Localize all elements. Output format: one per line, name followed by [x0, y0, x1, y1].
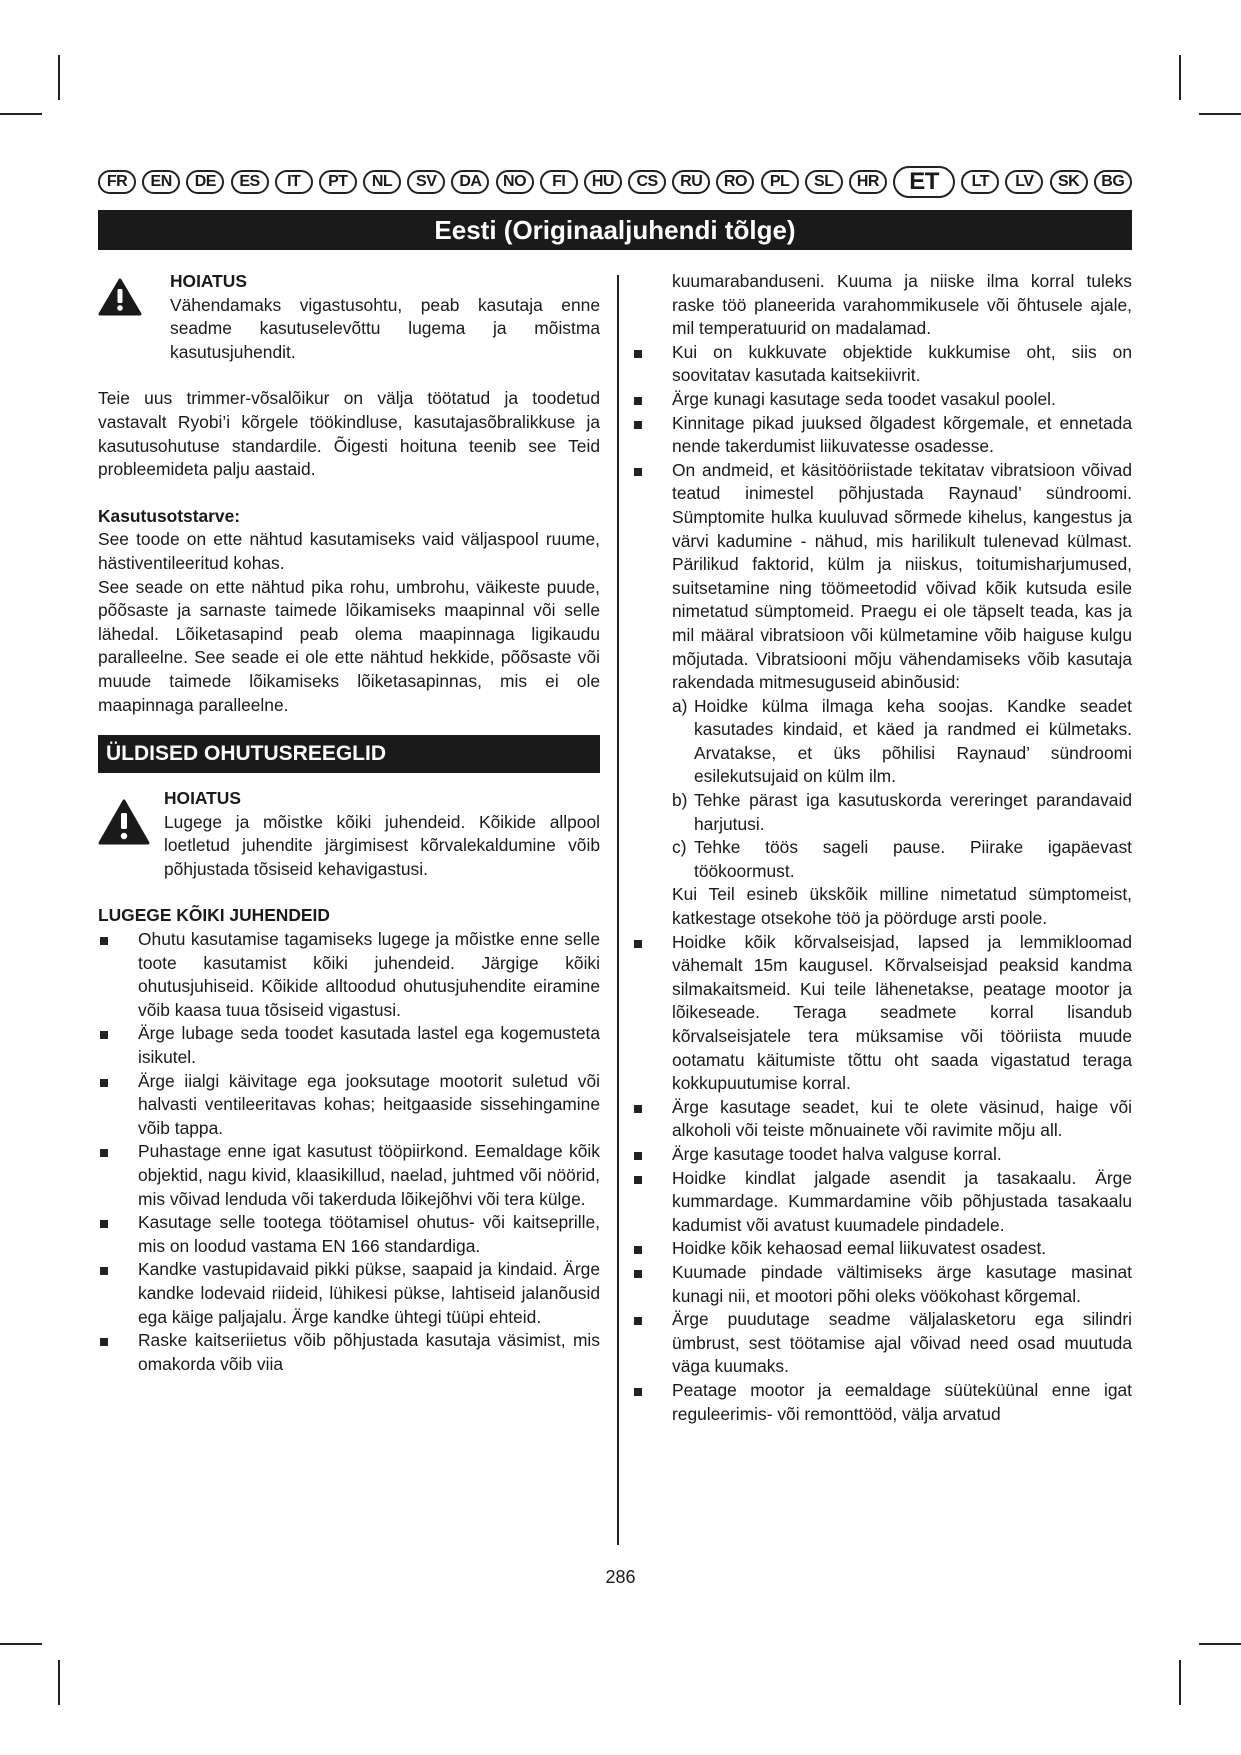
sub-list	[632, 695, 1132, 931]
language-tab-hr: HR	[849, 170, 887, 194]
read-all-heading: LUGEGE KÕIKI JUHENDEID	[98, 905, 330, 926]
language-bar	[98, 166, 1132, 198]
list-item: Peatage mootor ja eemaldage süüteküünal enne igat reguleerimis- või remonttööd, välja arvatud	[632, 1379, 1132, 1426]
sub-item-letter: c)	[672, 837, 687, 858]
language-tab-fr: FR	[98, 170, 136, 194]
list-item: Ohutu kasutamise tagamiseks lugege ja mõistke enne selle toote kasutamist kõiki juhendeid. Järgige kõiki ohutusjuhiseid. Kõikide alltoodud ohutusjuhendite eiramine võib kaasa tuua tõsiseid vigastusi.	[98, 928, 600, 1022]
column-divider	[617, 275, 619, 1545]
sub-item-letter: a)	[672, 695, 688, 716]
language-tab-pt: PT	[319, 170, 357, 194]
list-item: Kandke vastupidavaid pikki pükse, saapaid ja kindaid. Ärge kandke lodevaid riideid, lühikesi pükse, lahtiseid jalanõusid ega käige paljajalu. Ärge kandke ühtegi tüüpi ehteid.	[98, 1258, 600, 1329]
sub-item-text: Tehke töös sageli pause. Piirake igapäevast töökoormust.	[694, 837, 1132, 881]
list-item: Ärge puudutage seadme väljalasketoru ega silindri ümbrust, sest töötamise ajal võivad need osad muutuda väga kuumaks.	[632, 1308, 1132, 1379]
sub-item-text: Hoidke külma ilmaga keha soojas. Kandke seadet kasutades kindaid, et käed ja randmed ei külmetaks. Arvatakse, et üks põhilisi Raynaud’ sündroomi esilekutsujaid on külm ilm.	[694, 695, 1132, 787]
list-item: Kui on kukkuvate objektide kukkumise oht, siis on soovitatav kasutada kaitsekiivrit.	[632, 341, 1132, 388]
language-tab-es: ES	[231, 170, 269, 194]
crop-mark	[58, 1660, 60, 1705]
usage-paragraph: See toode on ette nähtud kasutamiseks vaid väljaspool ruume, hästiventileeritud kohas.	[98, 529, 600, 573]
warning-text: Vähendamaks vigastusohtu, peab kasutaja enne seadme kasutuselevõttu lugema ja mõistma kasutusjuhendit.	[170, 294, 600, 362]
crop-mark	[0, 113, 42, 115]
crop-mark	[1179, 1660, 1181, 1705]
warning-icon	[98, 270, 170, 364]
language-tab-nl: NL	[363, 170, 401, 194]
list-item: Ärge iialgi käivitage ega jooksutage mootorit suletud või halvasti ventileeritavas kohas; heitgaaside sissehingamine võib tappa.	[98, 1070, 600, 1141]
list-item: Ärge kunagi kasutage seda toodet vasakul poolel.	[632, 388, 1132, 412]
list-item: Raske kaitseriietus võib põhjustada kasutaja väsimist, mis omakorda võib viia	[98, 1329, 600, 1376]
language-tab-bg: BG	[1094, 170, 1132, 194]
language-tab-sk: SK	[1050, 170, 1088, 194]
usage-paragraph: See seade on ette nähtud pika rohu, umbrohu, väikeste puude, põõsaste ja sarnaste taimede lõikamiseks maapinnal või selle lähedal. Lõiketasapind peab olema maapinnaga ligikaudu paralleelne. See seade ei ole ette nähtud hekkide, põõsaste või muude taimede lõikamiseks lõiketasapinnas, mis ei ole maapinnaga paralleelne.	[98, 576, 600, 715]
sub-item	[672, 789, 1132, 836]
language-tab-hu: HU	[584, 170, 622, 194]
intro-paragraph: Teie uus trimmer-võsalõikur on välja töötatud ja toodetud vastavalt Ryobi’i kõrgele töökindluse, kasutajasõbralikkuse ja kasutusohutuse standardile. Õigesti hoituna teenib see Teid probleemideta palju aastaid.	[98, 388, 600, 480]
sub-list-after: Kui Teil esineb ükskõik milline nimetatud sümptomeist, katkestage otsekohe töö ja pöörduge arsti poole.	[672, 884, 1132, 929]
sub-item-letter: b)	[672, 790, 688, 811]
list-item: On andmeid, et käsitööriistade tekitatav vibratsioon võivad teatud inimestel põhjustada Raynaud’ sündroomi. Sümptomite hulka kuuluvad sõrmede kihelus, kangestus ja värvi kadumine - nähud, mis harilikult tulenevad külmast. Pärilikud faktorid, külm ja niiskus, toitumisharjumused, suitsetamine ning töömeetodid võivad kõik kutsuda esile nimetatud sümptomeid. Praegu ei ole täpselt teada, kas ja mil määral vibratsioon või külmetamine võib haiguse kulgu mõjutada. Vibratsiooni mõju vähendamiseks võib kasutaja rakendada mitmesuguseid abinõusid:	[632, 459, 1132, 695]
warning-title: HOIATUS	[170, 271, 247, 291]
sub-item-text: Tehke pärast iga kasutuskorda vereringet parandavaid harjutusi.	[694, 790, 1132, 834]
warning-text: Lugege ja mõistke kõiki juhendeid. Kõikide allpool loetletud juhendite järgimisest kõrvalekaldumine võib põhjustada tõsiseid kehavigastusi.	[164, 811, 600, 879]
language-tab-da: DA	[451, 170, 489, 194]
list-item: Ärge lubage seda toodet kasutada lastel ega kogemusteta isikutel.	[98, 1022, 600, 1069]
language-tab-ru: RU	[672, 170, 710, 194]
language-tab-fi: FI	[540, 170, 578, 194]
crop-mark	[58, 55, 60, 100]
list-item: Hoidke kõik kõrvalseisjad, lapsed ja lemmikloomad vähemalt 15m kaugusel. Kõrvalseisjad peaksid kandma silmakaitsmeid. Kui teile lähenetakse, peatage mootor ja lõikeseade. Teraga seadmete korral lisandub kõrvalseisjatele tera müksamise või tööriista muude ootamatu käitumiste tõttu oht saada vigastatud teraga kokkupuutumise korral.	[632, 931, 1132, 1096]
language-tab-sl: SL	[805, 170, 843, 194]
usage-heading: Kasutusotstarve:	[98, 505, 241, 526]
list-item: Hoidke kindlat jalgade asendit ja tasakaalu. Ärge kummardage. Kummardamine võib põhjustada tasakaalu kadumist või avatust kuumadele pindadele.	[632, 1167, 1132, 1238]
language-tab-it: IT	[275, 170, 313, 194]
warning-box	[98, 787, 600, 881]
left-column	[98, 270, 600, 1376]
crop-mark	[0, 1643, 42, 1645]
continuation-paragraph: kuumarabanduseni. Kuuma ja niiske ilma korral tuleks raske töö planeerida varahommikusele või õhtusele ajale, mil temperatuurid on madalamad.	[672, 271, 1132, 339]
warning-title: HOIATUS	[164, 788, 241, 809]
sub-item	[672, 695, 1132, 789]
warning-icon	[98, 787, 170, 881]
list-item: Hoidke kõik kehaosad eemal liikuvatest osadest.	[632, 1237, 1132, 1261]
list-item: Puhastage enne igat kasutust tööpiirkond. Eemaldage kõik objektid, nagu kivid, klaasikillud, naelad, juhtmed või nöörid, mis võivad lenduda või takerduda lõikejõhvi või tera külge.	[98, 1140, 600, 1211]
crop-mark	[1179, 55, 1181, 100]
language-tab-pl: PL	[761, 170, 799, 194]
list-item: Ärge kasutage toodet halva valguse korral.	[632, 1143, 1132, 1167]
language-tab-no: NO	[496, 170, 534, 194]
crop-mark	[1199, 1643, 1241, 1645]
page-number: 286	[605, 1567, 636, 1587]
language-tab-ro: RO	[716, 170, 754, 194]
safety-list	[632, 341, 1132, 1426]
right-column	[672, 270, 1132, 1426]
language-tab-cs: CS	[628, 170, 666, 194]
safety-list	[98, 928, 600, 1376]
language-tab-de: DE	[186, 170, 224, 194]
list-item: Ärge kasutage seadet, kui te olete väsinud, haige või alkoholi või teiste mõnuainete või ravimite mõju all.	[632, 1096, 1132, 1143]
warning-box	[98, 270, 600, 364]
crop-mark	[1199, 113, 1241, 115]
language-tab-sv: SV	[407, 170, 445, 194]
list-item: Kasutage selle tootega töötamisel ohutus- või kaitseprille, mis on loodud vastama EN 166 standardiga.	[98, 1211, 600, 1258]
list-item: Kuumade pindade vältimiseks ärge kasutage masinat kunagi nii, et mootori põhi oleks vöökohast kõrgemal.	[632, 1261, 1132, 1308]
page-title: Eesti (Originaaljuhendi tõlge)	[98, 210, 1132, 250]
language-tab-lv: LV	[1005, 170, 1043, 194]
language-tab-et: ET	[893, 166, 955, 198]
language-tab-en: EN	[142, 170, 180, 194]
list-item: Kinnitage pikad juuksed õlgadest kõrgemale, et ennetada nende takerdumist liikuvatesse osadesse.	[632, 412, 1132, 459]
section-title: ÜLDISED OHUTUSREEGLID	[98, 735, 600, 773]
sub-item	[672, 836, 1132, 883]
language-tab-lt: LT	[961, 170, 999, 194]
